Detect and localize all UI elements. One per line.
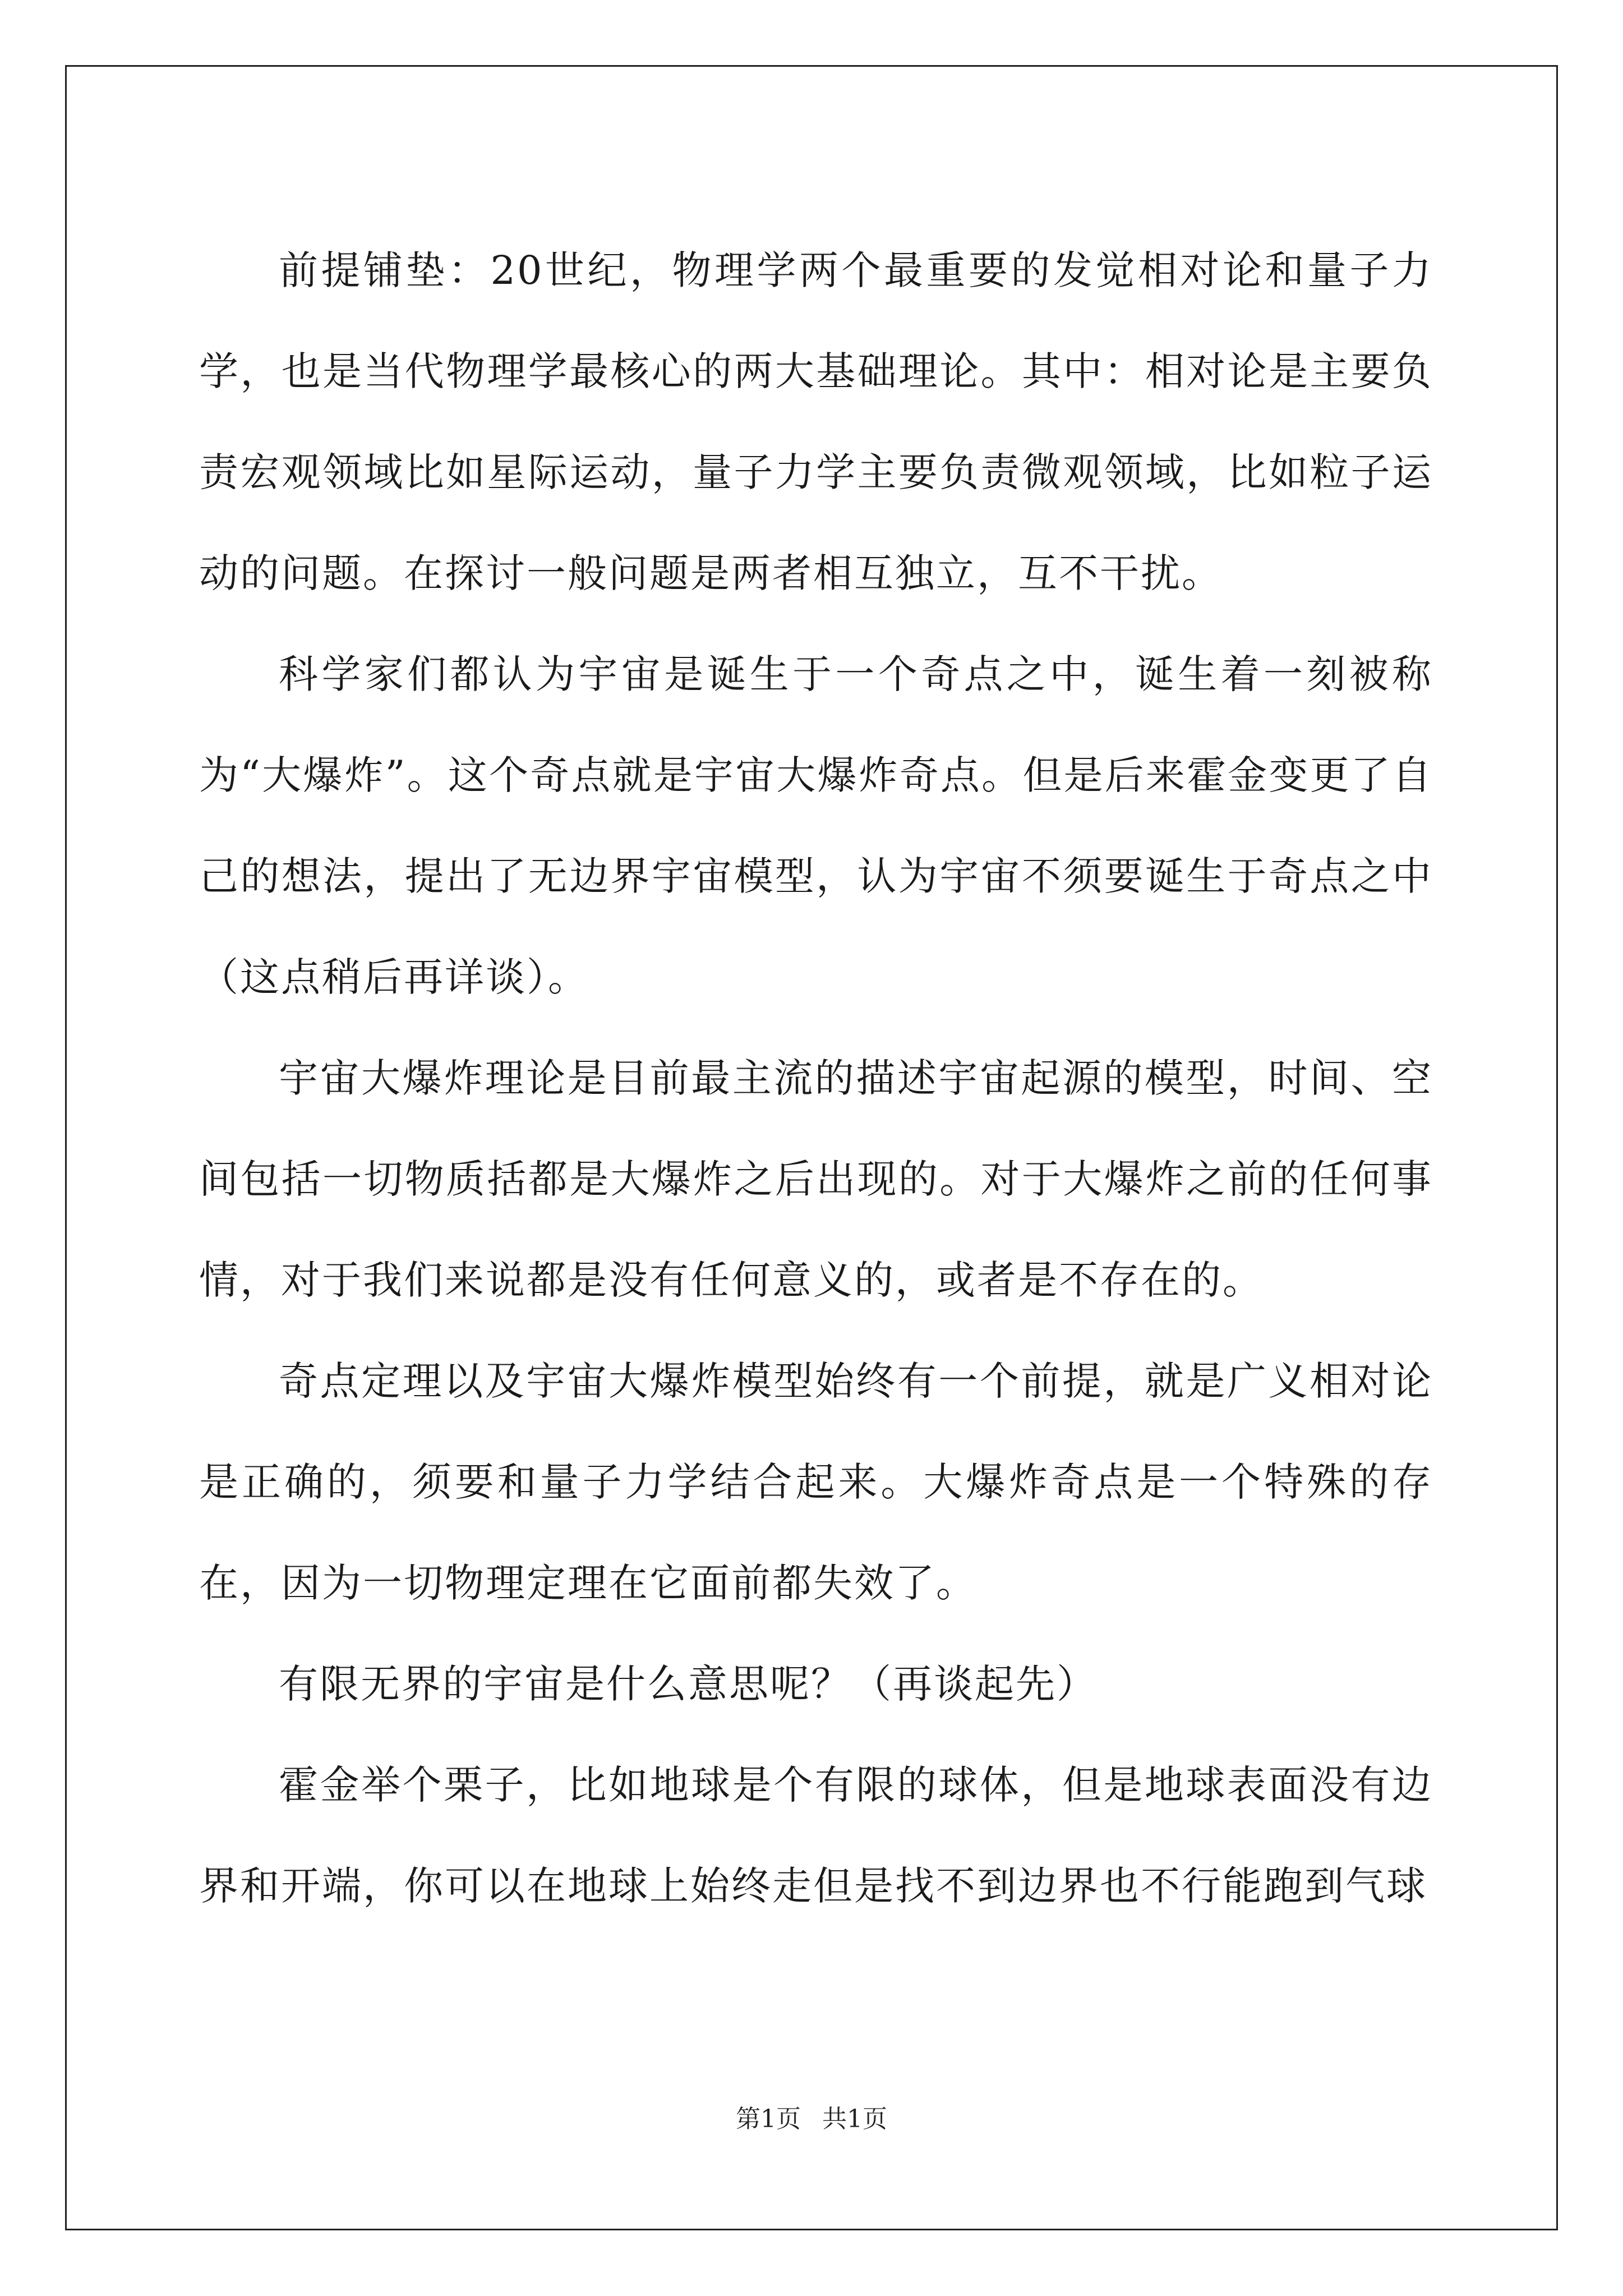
- paragraph-singularity-theorem: 奇点定理以及宇宙大爆炸模型始终有一个前提，就是广义相对论是正确的，须要和量子力学结合起来。大爆炸奇点是一个特殊的存在，因为一切物理定理在它面前都失效了。: [199, 1358, 1433, 1606]
- page-footer: [0, 2102, 1623, 2136]
- document-body: [199, 220, 1433, 1936]
- paragraph-earth-example: 霍金举个栗子，比如地球是个有限的球体，但是地球表面没有边界和开端，你可以在地球上始终走但是找不到边界也不行能跑到气球: [199, 1762, 1433, 1909]
- page-number: 第1页: [736, 2105, 801, 2133]
- page-total: 共1页: [822, 2105, 887, 2133]
- paragraph-finite-unbounded-question: 有限无界的宇宙是什么意思呢？（再谈起先）: [279, 1661, 1098, 1707]
- paragraph-singularity: 科学家们都认为宇宙是诞生于一个奇点之中，诞生着一刻被称为“大爆炸”。这个奇点就是宇宙大爆炸奇点。但是后来霍金变更了自己的想法，提出了无边界宇宙模型，认为宇宙不须要诞生于奇点之中（这点稍后再详谈）。: [199, 651, 1433, 1000]
- paragraph-big-bang-theory: 宇宙大爆炸理论是目前最主流的描述宇宙起源的模型，时间、空间包括一切物质括都是大爆炸之后出现的。对于大爆炸之前的任何事情，对于我们来说都是没有任何意义的，或者是不存在的。: [199, 1055, 1433, 1303]
- paragraph-premise: 前提铺垫：20世纪，物理学两个最重要的发觉相对论和量子力学，也是当代物理学最核心的两大基础理论。其中：相对论是主要负责宏观领域比如星际运动，量子力学主要负责微观领域，比如粒子运动的问题。在探讨一般问题是两者相互独立，互不干扰。: [199, 247, 1433, 596]
